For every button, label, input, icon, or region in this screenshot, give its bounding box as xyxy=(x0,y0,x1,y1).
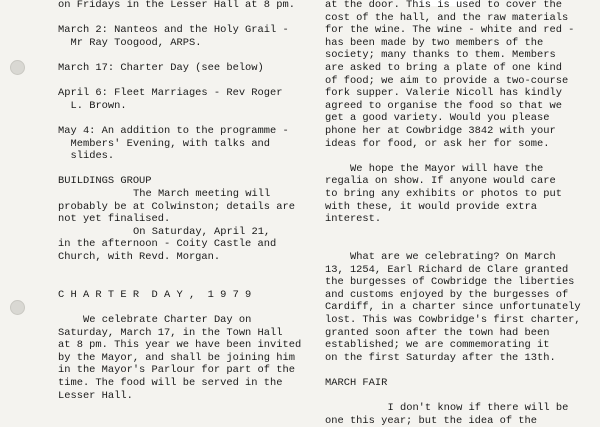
text-line: April 6: Fleet Marriages - Rev Roger xyxy=(58,87,283,100)
text-line: has been made by two members of the xyxy=(325,36,544,49)
punch-hole xyxy=(10,60,25,75)
text-line: are asked to bring a plate of one kind xyxy=(325,62,562,74)
text-line: on Fridays in the Lesser Hall at 8 pm. xyxy=(58,0,295,11)
text-line: March 2: Nanteos and the Holy Grail - xyxy=(58,24,289,37)
text-line: L. Brown. xyxy=(70,99,127,112)
text-line: in the Mayor's Parlour for part of the xyxy=(58,364,295,377)
punch-hole xyxy=(10,300,25,315)
text-line: the burgesses of Cowbridge the liberties xyxy=(325,276,575,289)
text-line: We hope the Mayor will have the xyxy=(350,162,544,175)
text-line: and customs enjoyed by the burgesses of xyxy=(325,288,569,301)
text-line: agreed to organise the food so that we xyxy=(325,99,562,112)
text-line: on the first Saturday after the 13th. xyxy=(325,351,556,364)
text-line: C H A R T E R D A Y , 1 9 7 9 xyxy=(58,288,252,301)
text-line: Members' Evening, with talks and xyxy=(70,137,271,150)
text-line: established; we are commemorating it xyxy=(325,339,550,352)
text-line: granted soon after the town had been xyxy=(325,326,550,339)
text-line: slides. xyxy=(70,150,115,163)
text-line: society; many thanks to them. Members xyxy=(325,49,556,62)
text-line: with these, it would provide extra xyxy=(325,200,538,213)
text-line: of food; we aim to provide a two-course xyxy=(325,74,569,87)
text-line: We celebrate Charter Day on xyxy=(83,314,252,326)
text-line: time. The food will be served in the xyxy=(58,377,283,389)
text-line: What are we celebrating? On March xyxy=(350,251,556,263)
text-line: I don't know if there will be xyxy=(387,402,569,415)
text-line: at the door. This is used to cover the xyxy=(325,0,562,11)
text-line: for the wine. The wine - white and red - xyxy=(325,24,575,37)
text-line: The March meeting will xyxy=(133,188,271,200)
text-line: Lesser Hall. xyxy=(58,389,133,402)
text-line: regalia on show. If anyone would care xyxy=(325,175,556,188)
text-line: 13, 1254, Earl Richard de Clare granted xyxy=(325,263,569,276)
text-line: Saturday, March 17, in the Town Hall xyxy=(58,326,283,339)
text-line: probably be at Colwinston; details are xyxy=(58,200,295,213)
text-line: Church, with Revd. Morgan. xyxy=(58,251,221,263)
text-line: ideas for food, or ask her for some. xyxy=(325,137,550,150)
text-line: to bring any exhibits or photos to put xyxy=(325,188,562,200)
text-line: Mr Ray Toogood, ARPS. xyxy=(70,36,202,49)
text-line: one this year; but the idea of the xyxy=(325,414,538,427)
text-line: at 8 pm. This year we have been invited xyxy=(58,339,302,352)
text-line: MARCH FAIR xyxy=(325,377,388,389)
text-line: lost. This was Cowbridge's first charter, xyxy=(325,314,581,326)
text-line: May 4: An addition to the programme - xyxy=(58,125,289,137)
text-line: by the Mayor, and shall be joining him xyxy=(58,351,295,364)
text-line: get a good variety. Would you please xyxy=(325,112,550,125)
text-line: On Saturday, April 21, xyxy=(133,225,271,238)
text-line: in the afternoon - Coity Castle and xyxy=(58,238,277,251)
text-line: Cardiff, in a charter since unfortunately xyxy=(325,301,581,314)
text-line: phone her at Cowbridge 3842 with your xyxy=(325,125,556,137)
text-line: not yet finalised. xyxy=(58,213,171,226)
text-line: fork supper. Valerie Nicoll has kindly xyxy=(325,87,562,100)
text-line: BUILDINGS GROUP xyxy=(58,175,152,188)
text-line: cost of the hall, and the raw materials xyxy=(325,11,569,24)
text-line: March 17: Charter Day (see below) xyxy=(58,62,264,74)
text-line: interest. xyxy=(325,213,382,226)
